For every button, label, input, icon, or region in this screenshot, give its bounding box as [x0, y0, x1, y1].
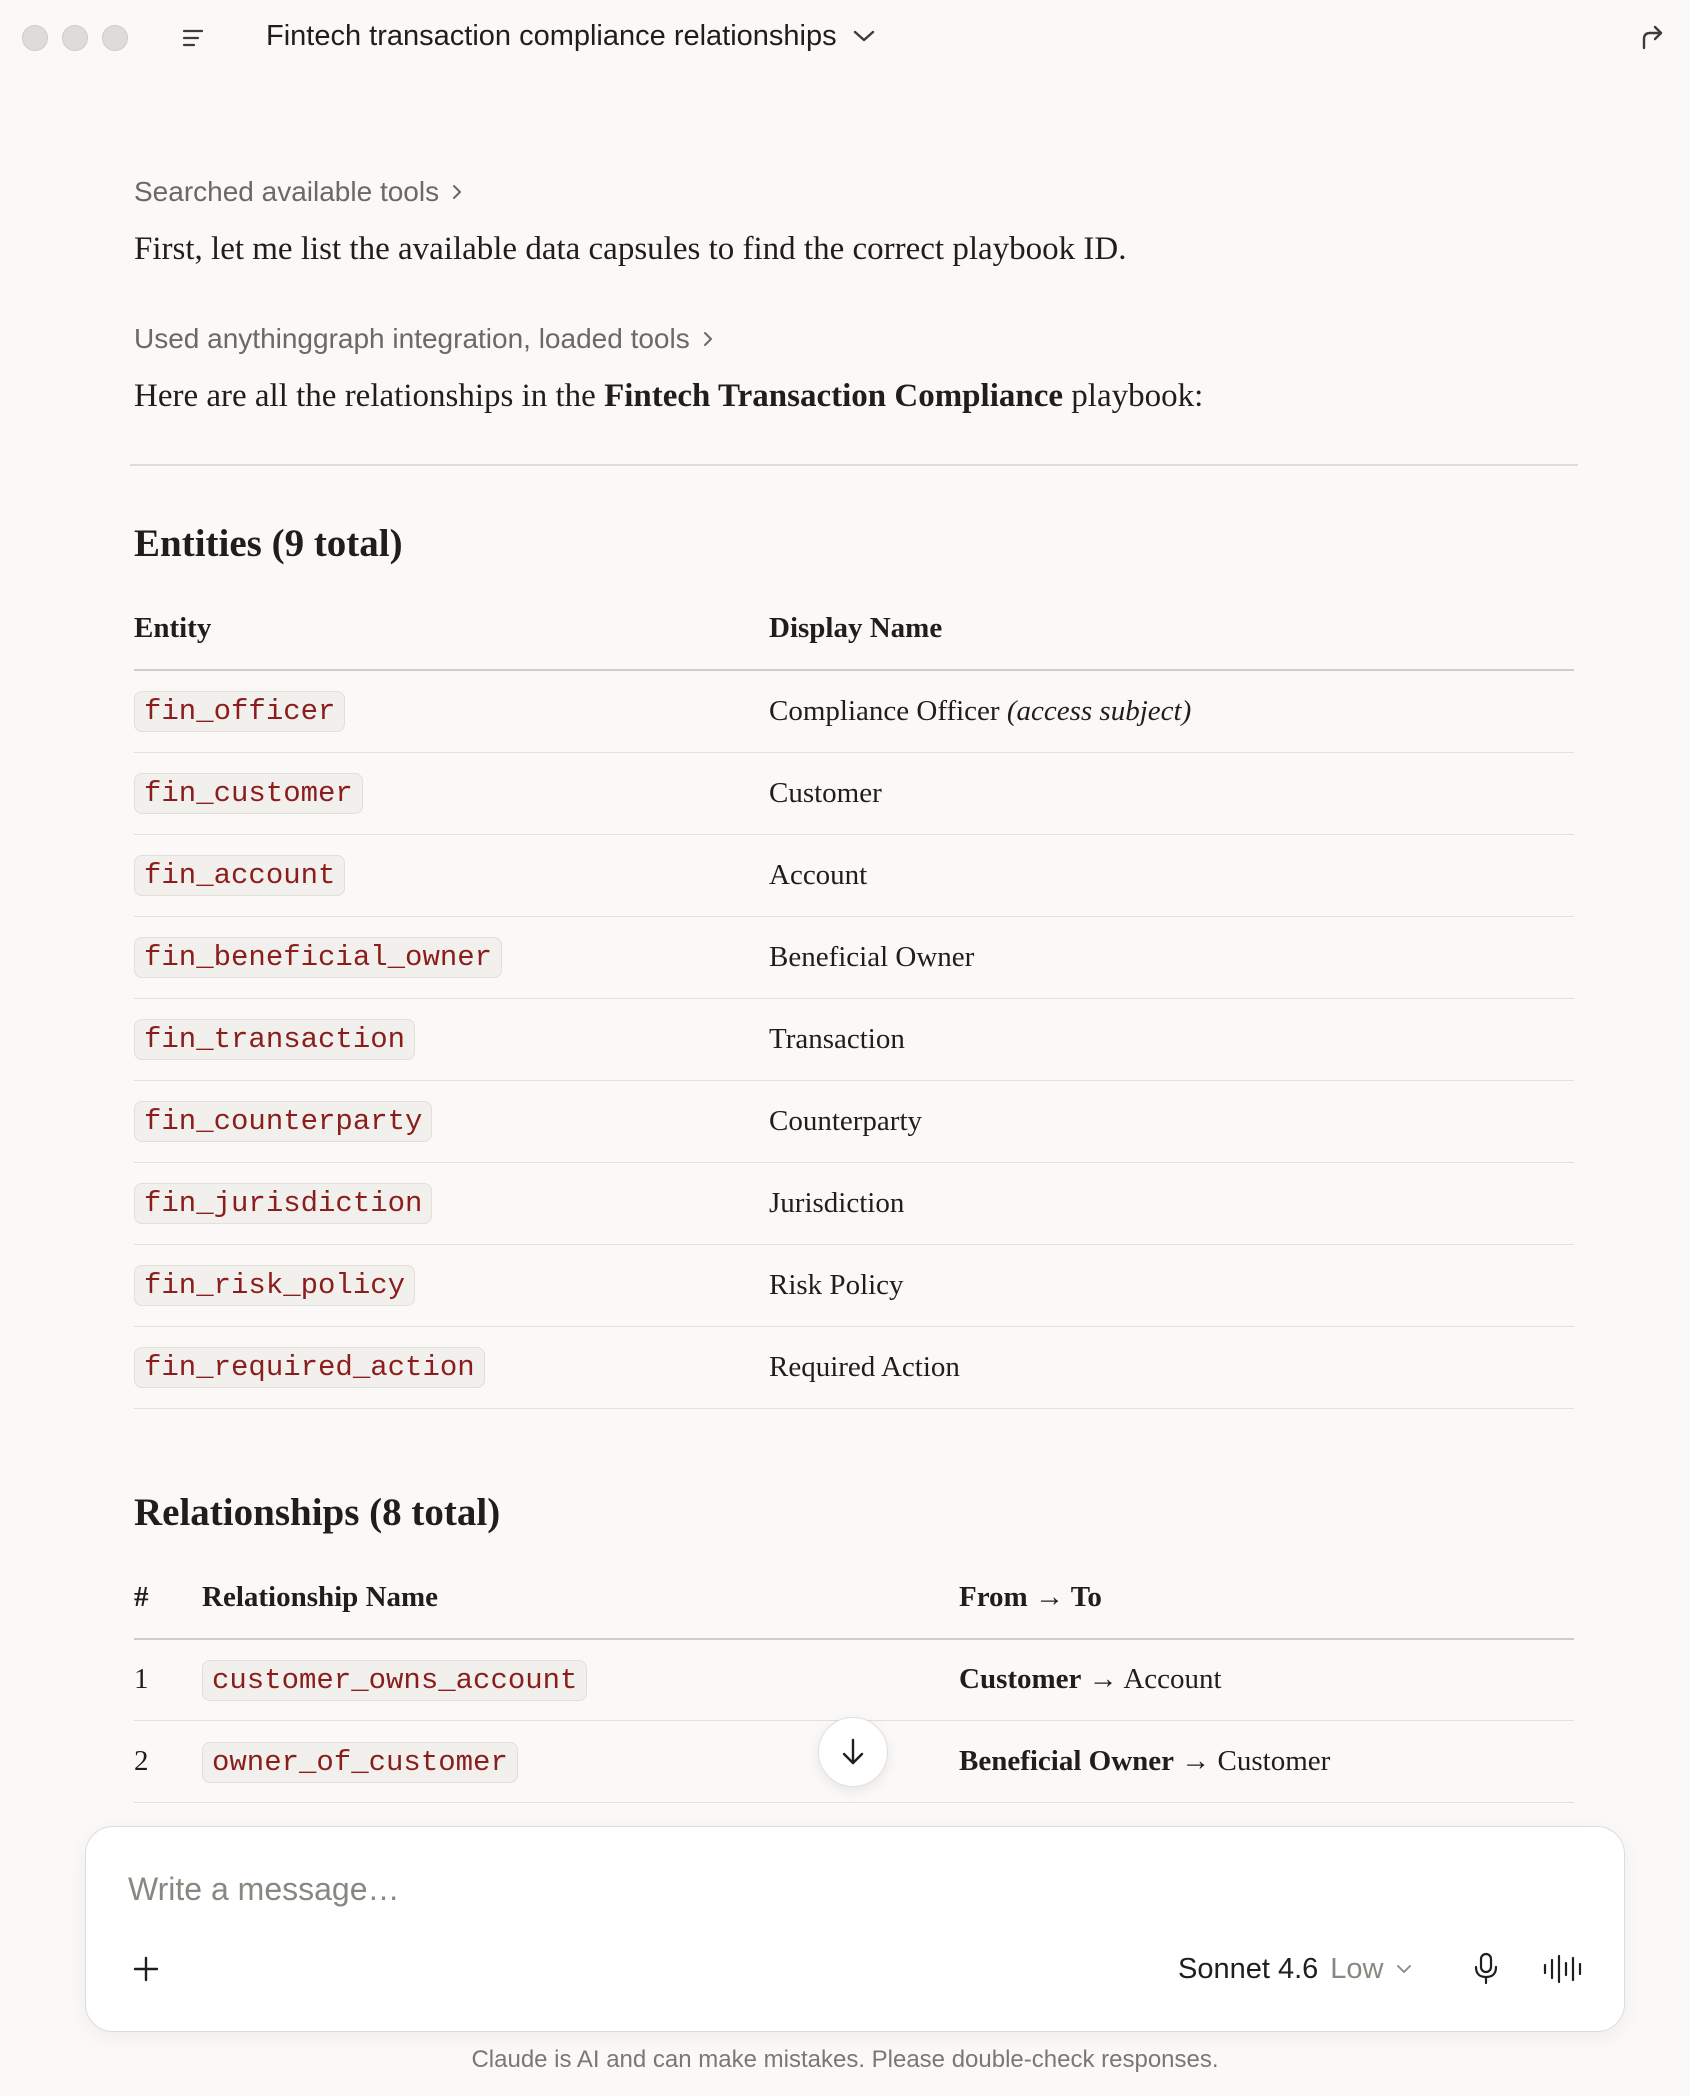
conversation-title: Fintech transaction compliance relationships [266, 19, 837, 52]
entity-id: fin_jurisdiction [134, 1183, 432, 1224]
from-to-cell [959, 1639, 1574, 1721]
window-controls [22, 25, 128, 51]
table-row [134, 1326, 1574, 1408]
entity-cell [134, 1326, 769, 1408]
entity-cell [134, 752, 769, 834]
entity-cell [134, 1244, 769, 1326]
display-name: Compliance Officer [769, 694, 1007, 727]
table-row [134, 1162, 1574, 1244]
arrow-separator: → [1081, 1663, 1124, 1696]
relationship-id: customer_owns_account [202, 1660, 587, 1701]
menu-icon [182, 28, 206, 48]
maximize-window-button[interactable] [102, 25, 128, 51]
display-name-cell [769, 752, 1574, 834]
table-row [134, 670, 1574, 752]
entity-cell [134, 834, 769, 916]
message-input[interactable] [128, 1871, 1428, 1908]
table-header-row [134, 588, 1574, 670]
paragraph-text: playbook: [1063, 378, 1204, 414]
table-row [134, 916, 1574, 998]
entity-id: fin_risk_policy [134, 1265, 415, 1306]
column-header-relationship-name: Relationship Name [202, 1557, 959, 1639]
entity-id: fin_beneficial_owner [134, 937, 502, 978]
tool-step-label: Searched available tools [134, 176, 440, 207]
display-name: Required Action [769, 1350, 960, 1383]
entity-id: fin_account [134, 855, 345, 896]
display-name-cell [769, 916, 1574, 998]
display-name: Account [769, 858, 868, 891]
share-button[interactable] [1632, 18, 1672, 58]
from-entity: Customer [959, 1663, 1082, 1696]
conversation-title-button[interactable] [266, 16, 875, 56]
playbook-name: Fintech Transaction Compliance [604, 378, 1064, 414]
message-content [134, 150, 1574, 1803]
to-entity: Account [1123, 1663, 1222, 1696]
table-header-row [134, 1557, 1574, 1639]
entity-cell [134, 1080, 769, 1162]
table-row [134, 1639, 1574, 1721]
relationship-number: 1 [134, 1639, 202, 1721]
entity-cell [134, 1162, 769, 1244]
relationship-name-cell [202, 1639, 959, 1721]
relationship-id: owner_of_customer [202, 1742, 518, 1783]
relationship-number: 2 [134, 1721, 202, 1803]
message-composer [85, 1826, 1625, 2032]
audio-waveform-icon [1542, 1954, 1586, 1984]
arrow-separator: → [1174, 1745, 1218, 1777]
minimize-window-button[interactable] [62, 25, 88, 51]
share-arrow-icon [1638, 24, 1666, 52]
model-selector[interactable] [1178, 1947, 1412, 1991]
entity-id: fin_transaction [134, 1019, 415, 1060]
chevron-down-icon [1396, 1964, 1412, 1974]
relationships-heading: Relationships (8 total) [134, 1490, 501, 1534]
column-header-number: # [134, 1557, 202, 1639]
table-row [134, 834, 1574, 916]
display-name-cell [769, 1080, 1574, 1162]
display-name: Jurisdiction [769, 1186, 905, 1219]
display-name: Beneficial Owner [769, 940, 975, 973]
chevron-right-icon [451, 183, 463, 201]
column-header-entity: Entity [134, 588, 769, 670]
scroll-to-bottom-button[interactable] [818, 1717, 888, 1787]
entities-heading: Entities (9 total) [134, 522, 403, 565]
entity-id: fin_customer [134, 773, 363, 814]
display-name-cell [769, 998, 1574, 1080]
assistant-paragraph: First, let me list the available data capsules to find the correct playbook ID. [134, 231, 1127, 267]
column-header-display-name: Display Name [769, 588, 1574, 670]
tool-step-integration[interactable] [134, 319, 1574, 359]
entity-id: fin_counterparty [134, 1101, 432, 1142]
entity-id: fin_required_action [134, 1347, 485, 1388]
divider [130, 464, 1578, 466]
title-bar [0, 0, 1690, 76]
entities-table [134, 588, 1574, 1409]
dictation-button[interactable] [1464, 1947, 1508, 1991]
display-name: Transaction [769, 1022, 905, 1055]
chevron-down-icon [853, 29, 875, 43]
microphone-icon [1473, 1952, 1499, 1986]
table-row [134, 1244, 1574, 1326]
display-name-cell [769, 1162, 1574, 1244]
display-name: Counterparty [769, 1104, 923, 1137]
plus-icon [132, 1955, 160, 1983]
entity-id: fin_officer [134, 691, 345, 732]
entity-cell [134, 670, 769, 752]
display-name: Customer [769, 776, 882, 809]
display-name: Risk Policy [769, 1268, 904, 1301]
disclaimer-text: Claude is AI and can make mistakes. Please double-check responses. [471, 2046, 1219, 2073]
display-name-cell [769, 670, 1574, 752]
tool-step-searched-tools[interactable] [134, 172, 1574, 212]
effort-level: Low [1330, 1952, 1384, 1985]
to-entity: Customer [1217, 1745, 1331, 1777]
chevron-right-icon [702, 330, 714, 348]
add-attachment-button[interactable] [126, 1949, 166, 1989]
display-name-cell [769, 1244, 1574, 1326]
sidebar-toggle-button[interactable] [176, 20, 212, 56]
column-header-from-to: From → To [959, 1557, 1574, 1639]
voice-mode-button[interactable] [1538, 1947, 1590, 1991]
model-name: Sonnet 4.6 [1178, 1952, 1319, 1985]
display-name-cell [769, 834, 1574, 916]
table-row [134, 752, 1574, 834]
entity-cell [134, 916, 769, 998]
from-entity: Beneficial Owner [959, 1745, 1175, 1777]
table-row [134, 998, 1574, 1080]
from-to-cell [959, 1721, 1574, 1803]
arrow-down-icon [840, 1737, 866, 1767]
display-name-note: (access subject) [1006, 694, 1192, 727]
entity-cell [134, 998, 769, 1080]
assistant-paragraph [134, 372, 1574, 420]
table-row [134, 1080, 1574, 1162]
close-window-button[interactable] [22, 25, 48, 51]
paragraph-text: Here are all the relationships in the [134, 378, 605, 414]
display-name-cell [769, 1326, 1574, 1408]
tool-step-label: Used anythinggraph integration, loaded tools [134, 323, 690, 354]
